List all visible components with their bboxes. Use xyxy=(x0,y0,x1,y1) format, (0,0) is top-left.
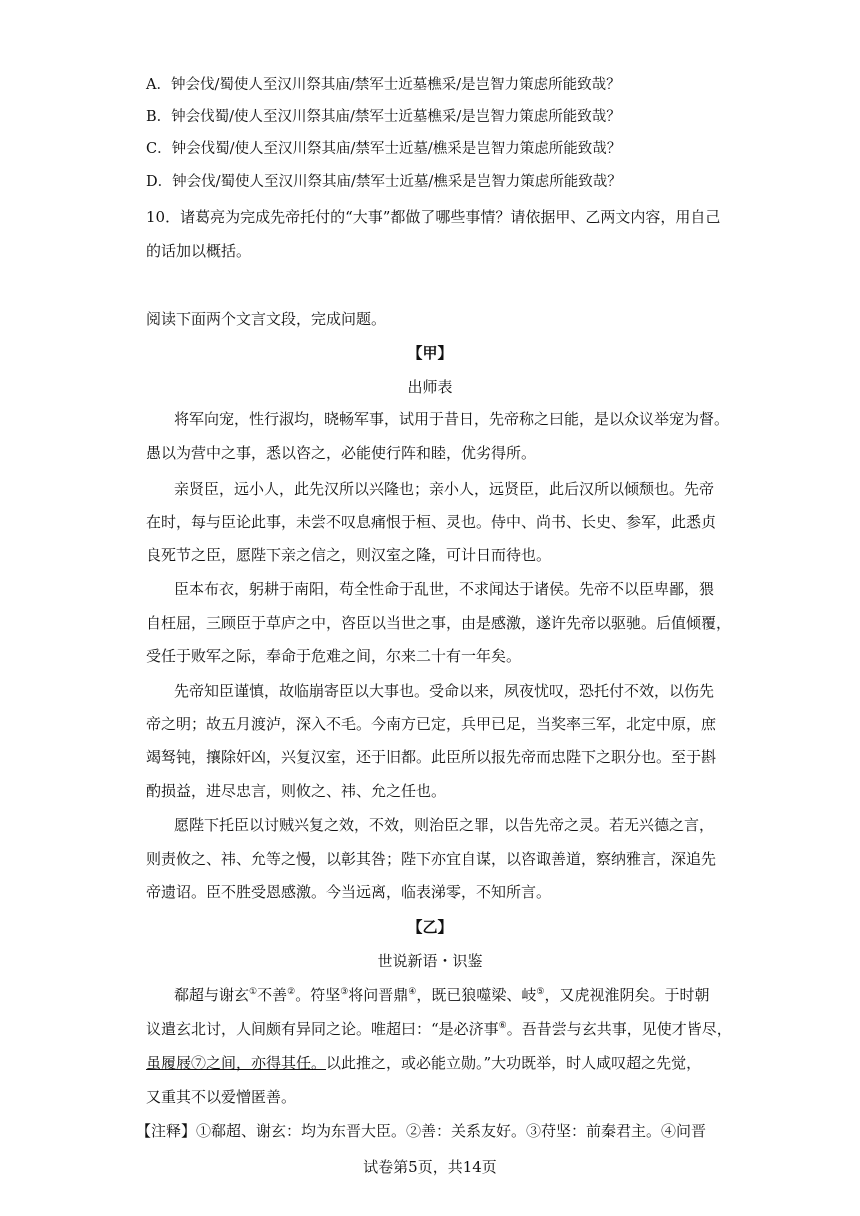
passage-yi-title: 世说新语・识鉴 xyxy=(377,952,483,970)
yi-line-1: 郗超与谢玄①不善②。符坚③将问晋鼎④，既已狼噬梁、岐⑤，又虎视淮阴矣。于时朝 xyxy=(174,986,710,1004)
jia-line: 帝之明；故五月渡泸，深入不毛。今南方已定，兵甲已足，当奖率三军，北定中原，庶 xyxy=(146,715,717,733)
jia-line: 愿陛下托臣以讨贼兴复之效，不效，则治臣之罪，以告先帝之灵。若无兴德之言， xyxy=(174,816,715,834)
jia-line: 愚以为营中之事，悉以咨之，必能使行阵和睦，优劣得所。 xyxy=(146,444,537,462)
jia-line: 臣本布衣，躬耕于南阳，苟全性命于乱世，不求闻达于诸侯。先帝不以臣卑鄙，猥 xyxy=(174,580,715,598)
jia-line: 良死节之臣，愿陛下亲之信之，则汉室之隆，可计日而待也。 xyxy=(146,546,552,564)
jia-line: 亲贤臣，远小人，此先汉所以兴隆也；亲小人，远贤臣，此后汉所以倾颓也。先帝 xyxy=(174,480,715,498)
footnote-marker: ③ xyxy=(340,987,349,997)
annotation-note: 【注释】①郗超、谢玄：均为东晋大臣。②善：关系友好。③苻坚：前秦君主。④问晋 xyxy=(136,1122,707,1140)
page-footer: 试卷第5页，共14页 xyxy=(363,1158,497,1176)
footnote-marker: ④ xyxy=(408,987,417,997)
jia-line: 将军向宠，性行淑均，晓畅军事，试用于昔日，先帝称之曰能，是以众议举宠为督。 xyxy=(174,410,730,428)
footnote-marker: ② xyxy=(287,987,296,997)
option-c[interactable]: C．钟会伐蜀/使人至汉川祭其庙/禁军士近墓/樵采是岂智力策虑所能致哉？ xyxy=(146,141,622,157)
underlined-sentence: 虽履屐⑦之间，亦得其任。 xyxy=(146,1054,327,1072)
option-a[interactable]: A．钟会伐/蜀使人至汉川祭其庙/禁军士近墓樵采/是岂智力策虑所能致哉？ xyxy=(146,77,621,93)
jia-line: 自枉屈，三顾臣于草庐之中，咨臣以当世之事，由是感激，遂许先帝以驱驰。后值倾覆， xyxy=(146,614,732,632)
jia-line: 则责攸之、祎、允等之慢，以彰其咎；陛下亦宜自谋，以咨诹善道，察纳雅言，深追先 xyxy=(146,850,717,868)
jia-line: 帝遗诏。臣不胜受恩感激。今当远离，临表涕零，不知所言。 xyxy=(146,883,552,901)
yi-line-2: 议遣玄北讨，人间颇有异同之论。唯超曰：“是必济事⑥。吾昔尝与玄共事，见使才皆尽， xyxy=(146,1020,732,1038)
footnote-marker: ① xyxy=(249,987,258,997)
passage-yi-label: 【乙】 xyxy=(407,918,453,936)
option-d[interactable]: D．钟会伐/蜀使人至汉川祭其庙/禁军士近墓/樵采是岂智力策虑所能致哉？ xyxy=(146,174,622,190)
jia-line: 在时，每与臣论此事，未尝不叹息痛恨于桓、灵也。侍中、尚书、长史、参军，此悉贞 xyxy=(146,513,717,531)
jia-line: 竭驽钝，攘除奸凶，兴复汉室，还于旧都。此臣所以报先帝而忠陛下之职分也。至于斟 xyxy=(146,748,717,766)
footnote-marker: ⑤ xyxy=(536,987,545,997)
footnote-marker: ⑥ xyxy=(498,1021,507,1031)
yi-line-4: 又重其不以爱憎匿善。 xyxy=(146,1088,297,1106)
question-10-line-2: 的话加以概括。 xyxy=(146,242,252,260)
jia-line: 先帝知臣谨慎，故临崩寄臣以大事也。受命以来，夙夜忧叹，恐托付不效，以伤先 xyxy=(174,682,715,700)
question-10-line-1: 10．诸葛亮为完成先帝托付的“大事”都做了哪些事情？请依据甲、乙两文内容，用自己 xyxy=(146,208,721,226)
jia-line: 受任于败军之际，奉命于危难之间，尔来二十有一年矣。 xyxy=(146,647,522,665)
option-b[interactable]: B．钟会伐蜀/使人至汉川祭其庙/禁军士近墓樵采/是岂智力策虑所能致哉？ xyxy=(146,109,621,125)
jia-line: 酌损益，进尽忠言，则攸之、祎、允之任也。 xyxy=(146,782,447,800)
passage-jia-label: 【甲】 xyxy=(407,344,453,362)
yi-line-3: 虽履屐⑦之间，亦得其任。以此推之，或必能立勋。”大功既举，时人咸叹超之先觉， xyxy=(146,1054,702,1072)
reading-instruction: 阅读下面两个文言文段，完成问题。 xyxy=(146,310,387,328)
passage-jia-title: 出师表 xyxy=(407,378,453,396)
